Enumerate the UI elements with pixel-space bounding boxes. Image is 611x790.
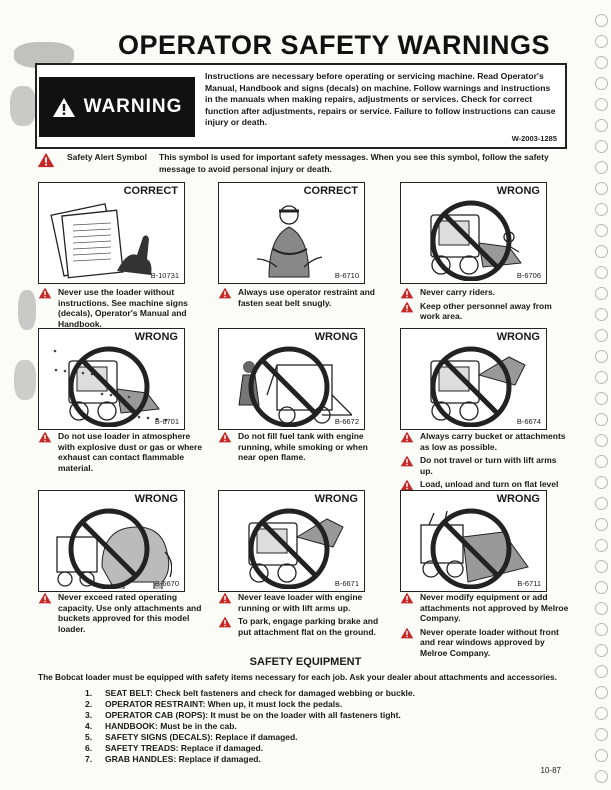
- warning-text: Instructions are necessary before operating or servicing machine. Read Operator's Manual, Handbook and signs (decals) on machine. Follow warnings and instructions in the manuals when making repairs, adjustments or services. Check for correct function after adjustments, repairs or service. Failure to follow instructions can cause injury or death.: [205, 71, 556, 128]
- binding-hole: [595, 77, 608, 90]
- item-text: OPERATOR RESTRAINT: When up, it must lock the pedals.: [105, 699, 343, 709]
- caption-text: Never modify equipment or add attachments not approved by Melroe Company.: [420, 592, 569, 623]
- illustration-panel: [38, 490, 185, 592]
- illustration-panel: [400, 328, 547, 430]
- caption-item: [218, 431, 388, 463]
- item-text: SAFETY TREADS: Replace if damaged.: [105, 743, 264, 753]
- binding-hole: [595, 749, 608, 762]
- illustration-panel: [400, 182, 547, 284]
- warning-word: WARNING: [83, 96, 183, 117]
- binding-hole: [595, 182, 608, 195]
- binding-hole: [595, 266, 608, 279]
- caption-text: Never carry riders.: [420, 287, 496, 297]
- panel-caption: [38, 431, 208, 476]
- caption-item: [400, 301, 570, 322]
- binding-hole: [595, 98, 608, 111]
- warning-box: [35, 63, 567, 149]
- binding-hole: [595, 56, 608, 69]
- panel-figure-code: B-6670: [154, 579, 179, 588]
- panel-status-label: WRONG: [496, 331, 540, 343]
- safety-equipment-item: [85, 699, 415, 710]
- loader-overload-elephant-icon: [47, 507, 172, 589]
- item-text: SEAT BELT: Check belt fasteners and check for damaged webbing or buckle.: [105, 688, 416, 698]
- caption-text: Never exceed rated operating capacity. Use only attachments and buckets approved for this model loader.: [58, 592, 202, 634]
- caption-item: [38, 287, 208, 329]
- safety-equipment-item: [85, 732, 415, 743]
- safety-alert-icon: [400, 455, 414, 467]
- binding-hole: [595, 560, 608, 573]
- safety-equipment-item: [85, 688, 415, 699]
- modified-equipment-icon: [409, 507, 534, 589]
- binding-hole: [595, 224, 608, 237]
- operator-seatbelt-icon: [227, 199, 352, 281]
- safety-alert-label: Safety Alert Symbol: [67, 152, 147, 162]
- warning-banner: [39, 77, 195, 137]
- binding-hole: [595, 203, 608, 216]
- page-number: 10-87: [540, 766, 561, 775]
- binding-hole: [595, 245, 608, 258]
- manual-book-icon: [47, 199, 172, 281]
- binding-hole: [595, 707, 608, 720]
- binding-hole: [595, 728, 608, 741]
- panel-status-label: WRONG: [314, 331, 358, 343]
- safety-alert-icon: [38, 431, 52, 443]
- caption-text: Never operate loader without front and rear windows approved by Melroe Company.: [420, 626, 559, 658]
- safety-equipment-item: [85, 754, 415, 765]
- caption-item: [218, 616, 388, 637]
- safety-alert-icon: [400, 287, 414, 299]
- binding-hole: [595, 287, 608, 300]
- binding-hole: [595, 581, 608, 594]
- caption-text: Load, unload and turn on flat level: [420, 479, 559, 489]
- safety-alert-icon: [38, 592, 52, 604]
- panel-caption: [38, 287, 208, 332]
- panel-status-label: WRONG: [496, 493, 540, 505]
- binding-hole: [595, 140, 608, 153]
- caption-item: [400, 592, 570, 624]
- loader-explosive-dust-icon: [47, 345, 172, 427]
- copy-smudge: [14, 360, 36, 400]
- panel-caption: [218, 287, 388, 311]
- panel-caption: [38, 592, 208, 637]
- item-number: 5.: [85, 732, 93, 742]
- copy-smudge: [10, 86, 36, 126]
- caption-text: Do not use loader in atmosphere with explosive dust or gas or where exhaust can contact flammable material.: [58, 431, 203, 473]
- panel-caption: [218, 431, 388, 466]
- binding-hole: [595, 686, 608, 699]
- safety-alert-icon: [400, 592, 414, 604]
- safety-alert-icon: [218, 287, 232, 299]
- binding-hole: [595, 413, 608, 426]
- copy-smudge: [18, 290, 36, 330]
- item-text: GRAB HANDLES: Replace if damaged.: [105, 754, 261, 764]
- item-number: 4.: [85, 721, 93, 731]
- binding-hole: [595, 371, 608, 384]
- item-text: SAFETY SIGNS (DECALS): Replace if damaged.: [105, 732, 298, 742]
- caption-item: [218, 287, 388, 308]
- caption-item: [218, 592, 388, 613]
- safety-equipment-item: [85, 743, 415, 754]
- loader-unattended-icon: [227, 507, 352, 589]
- safety-equipment-item: [85, 710, 415, 721]
- panel-figure-code: B-6671: [334, 579, 359, 588]
- item-text: OPERATOR CAB (ROPS): It must be on the loader with all fasteners tight.: [105, 710, 401, 720]
- safety-equipment-intro: The Bobcat loader must be equipped with safety items necessary for each job. Ask your dealer about attachments and accessories.: [38, 672, 557, 682]
- panel-figure-code: B-6706: [516, 271, 541, 280]
- panel-status-label: CORRECT: [303, 185, 358, 197]
- panel-status-label: WRONG: [314, 493, 358, 505]
- panel-caption: [218, 592, 388, 640]
- binding-hole: [595, 539, 608, 552]
- illustration-panel: [218, 182, 365, 284]
- binding-hole: [595, 161, 608, 174]
- binding-hole: [595, 35, 608, 48]
- panel-status-label: WRONG: [496, 185, 540, 197]
- item-number: 1.: [85, 688, 93, 698]
- panel-caption: [400, 592, 570, 661]
- caption-item: [400, 287, 570, 298]
- panel-figure-code: B-6711: [517, 579, 541, 588]
- binding-hole: [595, 14, 608, 27]
- binding-hole: [595, 392, 608, 405]
- warning-triangle-icon: [52, 97, 76, 118]
- safety-alert-icon: [38, 287, 52, 299]
- binding-hole: [595, 770, 608, 783]
- caption-item: [400, 431, 570, 452]
- binding-hole: [595, 476, 608, 489]
- binding-hole: [595, 623, 608, 636]
- safety-alert-icon: [400, 627, 414, 639]
- safety-alert-icon: [218, 616, 232, 628]
- caption-text: Keep other personnel away from work area.: [420, 300, 552, 321]
- illustration-panel: [38, 328, 185, 430]
- binding-hole: [595, 434, 608, 447]
- caption-item: [400, 627, 570, 659]
- caption-text: Never leave loader with engine running or with lift arms up.: [238, 592, 363, 613]
- safety-alert-icon: [37, 152, 55, 168]
- safety-alert-icon: [400, 301, 414, 313]
- safety-equipment-item: [85, 721, 415, 732]
- illustration-panel: [400, 490, 547, 592]
- panel-caption: [400, 287, 570, 325]
- item-number: 3.: [85, 710, 93, 720]
- panel-figure-code: B-6674: [516, 417, 541, 426]
- safety-equipment-list: [85, 688, 415, 765]
- caption-item: [38, 431, 208, 473]
- safety-equipment-title: SAFETY EQUIPMENT: [249, 656, 362, 668]
- panel-figure-code: B-6710: [334, 271, 359, 280]
- binding-hole: [595, 602, 608, 615]
- safety-alert-icon: [218, 592, 232, 604]
- item-text: HANDBOOK: Must be in the cab.: [105, 721, 237, 731]
- binding-hole: [595, 497, 608, 510]
- panel-status-label: CORRECT: [123, 185, 178, 197]
- illustration-panel: [38, 182, 185, 284]
- item-number: 7.: [85, 754, 93, 764]
- rider-on-loader-icon: [409, 199, 534, 281]
- caption-text: Do not fill fuel tank with engine running, while smoking or when near open flame.: [238, 431, 368, 462]
- panel-status-label: WRONG: [134, 331, 178, 343]
- warning-code: W-2003-1285: [511, 134, 557, 143]
- item-number: 6.: [85, 743, 93, 753]
- binding-hole: [595, 350, 608, 363]
- caption-item: [400, 455, 570, 476]
- caption-text: Always carry bucket or attachments as low as possible.: [420, 431, 566, 452]
- page-title: OPERATOR SAFETY WARNINGS: [118, 30, 551, 60]
- binding-hole: [595, 329, 608, 342]
- caption-text: To park, engage parking brake and put attachment flat on the ground.: [238, 616, 379, 637]
- loader-raised-arms-icon: [409, 345, 534, 427]
- safety-alert-icon: [400, 431, 414, 443]
- caption-text: Never use the loader without instructions. See machine signs (decals), Operator's Manual and Handbook.: [58, 287, 188, 329]
- illustration-panel: [218, 490, 365, 592]
- binding-hole: [595, 518, 608, 531]
- panel-figure-code: B-6672: [334, 417, 359, 426]
- panel-figure-code: B-10731: [150, 271, 179, 280]
- illustration-panel: [218, 328, 365, 430]
- panel-status-label: WRONG: [134, 493, 178, 505]
- safety-alert-icon: [218, 431, 232, 443]
- item-number: 2.: [85, 699, 93, 709]
- panel-figure-code: B-6701: [154, 417, 179, 426]
- caption-item: [38, 592, 208, 634]
- binding-hole: [595, 308, 608, 321]
- caption-text: Always use operator restraint and fasten seat belt snugly.: [238, 287, 375, 308]
- binding-hole: [595, 455, 608, 468]
- binding-hole: [595, 119, 608, 132]
- safety-alert-message: This symbol is used for important safety messages. When you see this symbol, follow the safety message to avoid personal injury or death.: [159, 152, 549, 174]
- caption-text: Do not travel or turn with lift arms up.: [420, 455, 557, 476]
- fueling-smoking-icon: [227, 345, 352, 427]
